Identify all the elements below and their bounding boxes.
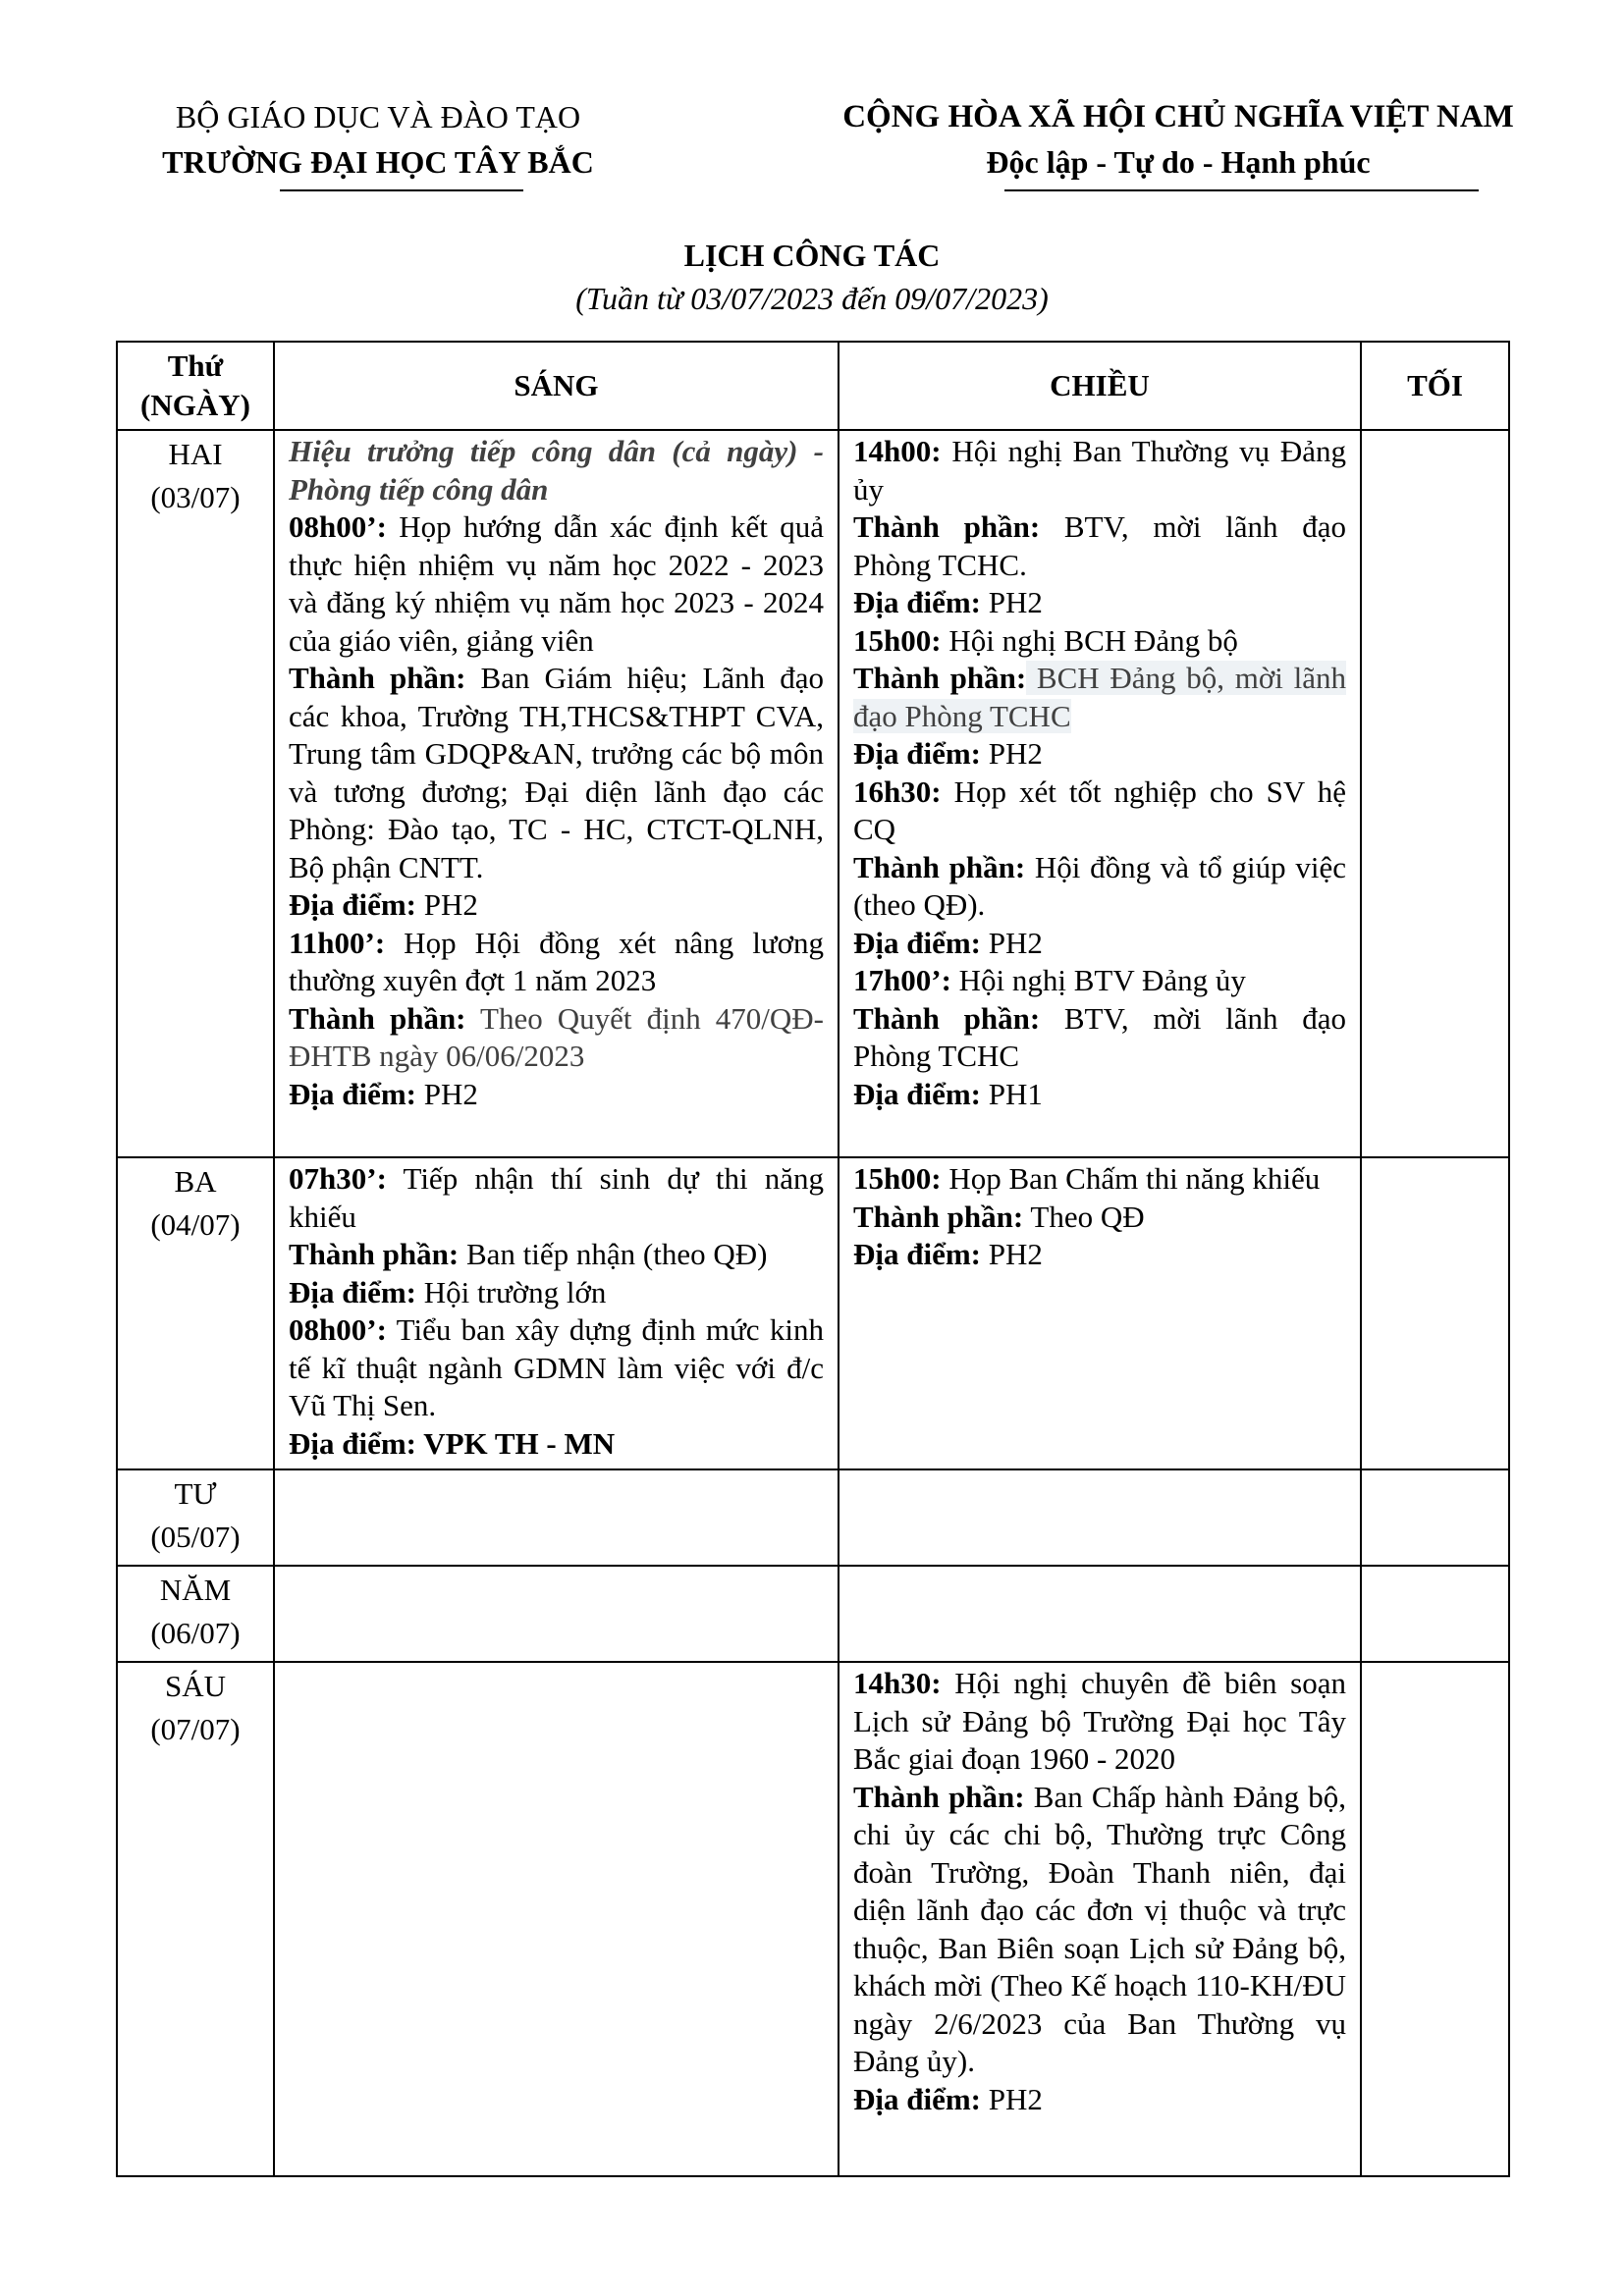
field-value: PH2 bbox=[981, 925, 1043, 960]
evening-cell bbox=[1361, 1662, 1509, 2176]
field-label: Địa điểm: bbox=[853, 2081, 982, 2116]
content-line bbox=[853, 1199, 1346, 1237]
table-row bbox=[117, 1662, 1509, 2176]
field-label: Địa điểm: bbox=[853, 1237, 982, 1271]
afternoon-cell bbox=[839, 1662, 1361, 2176]
field-label: Địa điểm: bbox=[289, 887, 417, 922]
field-label: Thành phần: bbox=[853, 849, 1026, 884]
header-right-underline bbox=[1004, 189, 1479, 191]
header-right bbox=[835, 94, 1522, 185]
cell-text: (NGÀY) bbox=[140, 388, 250, 422]
day-cell bbox=[117, 1662, 274, 2176]
cell-text: Thứ bbox=[167, 348, 224, 383]
field-value: PH2 bbox=[981, 2081, 1043, 2116]
table-header-row bbox=[117, 342, 1509, 430]
content-line bbox=[853, 962, 1346, 1000]
field-label: Thành phần: bbox=[853, 1779, 1025, 1814]
field-label: Thành phần: bbox=[853, 661, 1027, 695]
field-value: Theo Quyết định 470/QĐ-ĐHTB ngày 06/06/2023 bbox=[289, 1000, 824, 1073]
field-value: Ban tiếp nhận (theo QĐ) bbox=[459, 1237, 768, 1271]
field-value: PH1 bbox=[981, 1076, 1043, 1111]
day-cell bbox=[117, 1469, 274, 1566]
content-line bbox=[289, 1274, 824, 1312]
content-line bbox=[853, 622, 1346, 661]
content-line bbox=[853, 1779, 1346, 2081]
field-value: BCH Đảng bộ, mời lãnh đạo Phòng TCHC bbox=[853, 661, 1346, 733]
content-line bbox=[853, 584, 1346, 622]
content-line bbox=[853, 849, 1346, 925]
header-evening: TỐI bbox=[1361, 342, 1509, 430]
content-line bbox=[853, 1076, 1346, 1114]
content-line bbox=[853, 925, 1346, 963]
table-row bbox=[117, 1469, 1509, 1566]
evening-cell bbox=[1361, 1157, 1509, 1469]
field-value: PH2 bbox=[981, 736, 1043, 771]
event-time: 17h00’: bbox=[853, 963, 951, 997]
content-line bbox=[289, 886, 824, 925]
day-cell bbox=[117, 1157, 274, 1469]
afternoon-cell bbox=[839, 1469, 1361, 1566]
national-motto: Độc lập - Tự do - Hạnh phúc bbox=[986, 144, 1371, 180]
content-line bbox=[853, 774, 1346, 849]
header-left-underline bbox=[280, 189, 523, 191]
content-line bbox=[289, 1311, 824, 1425]
header-left bbox=[128, 94, 628, 185]
cell-text: Hiệu trưởng tiếp công dân (cả ngày) - Phòng tiếp công dân bbox=[289, 434, 824, 507]
field-label: Thành phần: bbox=[289, 1237, 460, 1271]
content-line bbox=[853, 1000, 1346, 1076]
content-line bbox=[289, 1160, 824, 1236]
morning-cell bbox=[274, 1469, 839, 1566]
field-label: Thành phần: bbox=[289, 661, 466, 695]
field-value: Ban Chấp hành Đảng bộ, chi ủy các chi bộ, Thường trực Công đoàn Trường, Đoàn Thanh niên, đại diện lãnh đạo các đơn vị thuộc và trực thuộc, Ban Biên soạn Lịch sử Đảng bộ, khách mời (Theo Kế hoạch 110-KH/ĐU ngày 2/6/2023 của Ban Thường vụ Đảng ủy). bbox=[853, 1779, 1346, 2078]
content-line bbox=[853, 1665, 1346, 1779]
evening-cell bbox=[1361, 1469, 1509, 1566]
day-cell bbox=[117, 430, 274, 1157]
content-line bbox=[289, 508, 824, 660]
field-value: Họp Hội đồng xét nâng lương thường xuyên đợt 1 năm 2023 bbox=[289, 925, 824, 997]
cell-text: (03/07) bbox=[150, 480, 241, 514]
field-value: Hội nghị BCH Đảng bộ bbox=[941, 622, 1238, 658]
cell-text: TƯ bbox=[174, 1476, 217, 1511]
table-row bbox=[117, 430, 1509, 1157]
morning-cell bbox=[274, 430, 839, 1157]
university-name: TRƯỜNG ĐẠI HỌC TÂY BẮC bbox=[162, 144, 594, 180]
field-label: Địa điểm: bbox=[289, 1076, 417, 1111]
cell-text: BA bbox=[174, 1164, 217, 1199]
content-line bbox=[853, 2081, 1346, 2119]
field-value: Hội nghị Ban Thường vụ Đảng ủy bbox=[853, 434, 1346, 507]
event-time: 07h30’: bbox=[289, 1161, 387, 1196]
cell-text: (06/07) bbox=[150, 1616, 241, 1650]
field-value: PH2 bbox=[416, 887, 478, 922]
field-value: PH2 bbox=[981, 1237, 1043, 1271]
field-label: Thành phần: bbox=[853, 509, 1041, 544]
field-value: Họp hướng dẫn xác định kết quả thực hiện nhiệm vụ năm học 2022 - 2023 và đăng ký nhiệm vụ năm học 2023 - 2024 của giáo viên, giảng viên bbox=[289, 509, 824, 658]
field-label: Thành phần: bbox=[853, 1000, 1041, 1036]
field-value: BTV, mời lãnh đạo Phòng TCHC. bbox=[853, 509, 1346, 582]
country-name: CỘNG HÒA XÃ HỘI CHỦ NGHĨA VIỆT NAM bbox=[842, 99, 1514, 134]
cell-text: SÁU bbox=[164, 1669, 226, 1703]
evening-cell bbox=[1361, 430, 1509, 1157]
field-value: PH2 bbox=[416, 1076, 478, 1111]
event-time: 15h00: bbox=[853, 1161, 942, 1196]
field-label: Địa điểm: bbox=[853, 925, 982, 960]
content-line bbox=[289, 1076, 824, 1114]
field-label: Địa điểm: bbox=[853, 585, 982, 619]
field-value: Ban Giám hiệu; Lãnh đạo các khoa, Trường TH,THCS&THPT CVA, Trung tâm GDQP&AN, trưởng các bộ môn và tương đương; Đại diện lãnh đạo các Phòng: Đào tạo, TC - HC, CTCT-QLNH, Bộ phận CNTT. bbox=[289, 661, 824, 884]
afternoon-cell bbox=[839, 1157, 1361, 1469]
field-value: Tiểu ban xây dựng định mức kinh tế kĩ thuật ngành GDMN làm việc với đ/c Vũ Thị Sen. bbox=[289, 1312, 824, 1422]
morning-cell bbox=[274, 1566, 839, 1662]
day-cell bbox=[117, 1566, 274, 1662]
content-line bbox=[289, 660, 824, 886]
document-title: LỊCH CÔNG TÁC bbox=[683, 238, 941, 273]
cell-text: (07/07) bbox=[150, 1712, 241, 1746]
cell-text: (04/07) bbox=[150, 1207, 241, 1242]
morning-cell bbox=[274, 1157, 839, 1469]
field-label: Thành phần: bbox=[289, 1000, 466, 1036]
header-morning: SÁNG bbox=[274, 342, 839, 430]
event-time: 14h30: bbox=[853, 1666, 942, 1700]
afternoon-cell bbox=[839, 430, 1361, 1157]
field-value: Hội đồng và tổ giúp việc (theo QĐ). bbox=[853, 849, 1346, 922]
field-value: Hội nghị BTV Đảng ủy bbox=[950, 963, 1246, 997]
header-day bbox=[117, 342, 274, 430]
ministry-name: BỘ GIÁO DỤC VÀ ĐÀO TẠO bbox=[175, 99, 581, 134]
field-label: Địa điểm: bbox=[853, 1076, 982, 1111]
cell-text: HAI bbox=[168, 437, 223, 471]
field-value: PH2 bbox=[981, 585, 1043, 619]
morning-cell bbox=[274, 1662, 839, 2176]
content-line bbox=[853, 433, 1346, 508]
content-line bbox=[853, 1160, 1346, 1199]
cell-text: (05/07) bbox=[150, 1520, 241, 1554]
field-label: Thành phần: bbox=[853, 1199, 1024, 1234]
field-value: Hội nghị chuyên đề biên soạn Lịch sử Đảng bộ Trường Đại học Tây Bắc giai đoạn 1960 - 2020 bbox=[853, 1666, 1346, 1776]
field-label: Địa điểm: bbox=[853, 736, 982, 771]
event-time: 08h00’: bbox=[289, 1312, 387, 1347]
table-row bbox=[117, 1566, 1509, 1662]
event-time: 15h00: bbox=[853, 622, 942, 658]
content-line bbox=[853, 508, 1346, 584]
field-value: Theo QĐ bbox=[1023, 1199, 1145, 1234]
table-row bbox=[117, 1157, 1509, 1469]
field-label: Địa điểm: bbox=[289, 1274, 417, 1309]
cell-text: NĂM bbox=[159, 1573, 232, 1607]
field-value: Hội trường lớn bbox=[416, 1274, 607, 1309]
schedule-table bbox=[116, 341, 1510, 2177]
event-time: 11h00’: bbox=[289, 925, 386, 960]
header-afternoon: CHIỀU bbox=[839, 342, 1361, 430]
content-line bbox=[289, 1236, 824, 1274]
event-time: 16h30: bbox=[853, 774, 942, 809]
field-label: Địa điểm: VPK TH - MN bbox=[289, 1425, 616, 1461]
content-line bbox=[289, 1000, 824, 1076]
afternoon-cell bbox=[839, 1566, 1361, 1662]
content-line bbox=[853, 660, 1346, 735]
field-value: Họp Ban Chấm thi năng khiếu bbox=[941, 1161, 1321, 1196]
event-time: 14h00: bbox=[853, 434, 942, 468]
document-subtitle: (Tuần từ 03/07/2023 đến 09/07/2023) bbox=[575, 281, 1049, 316]
content-line bbox=[853, 1236, 1346, 1274]
field-value: BTV, mời lãnh đạo Phòng TCHC bbox=[853, 1000, 1346, 1073]
event-time: 08h00’: bbox=[289, 509, 387, 544]
evening-cell bbox=[1361, 1566, 1509, 1662]
content-line bbox=[853, 735, 1346, 774]
content-line bbox=[289, 925, 824, 1000]
field-value: Họp xét tốt nghiệp cho SV hệ CQ bbox=[853, 774, 1346, 846]
field-value: Tiếp nhận thí sinh dự thi năng khiếu bbox=[289, 1161, 824, 1234]
